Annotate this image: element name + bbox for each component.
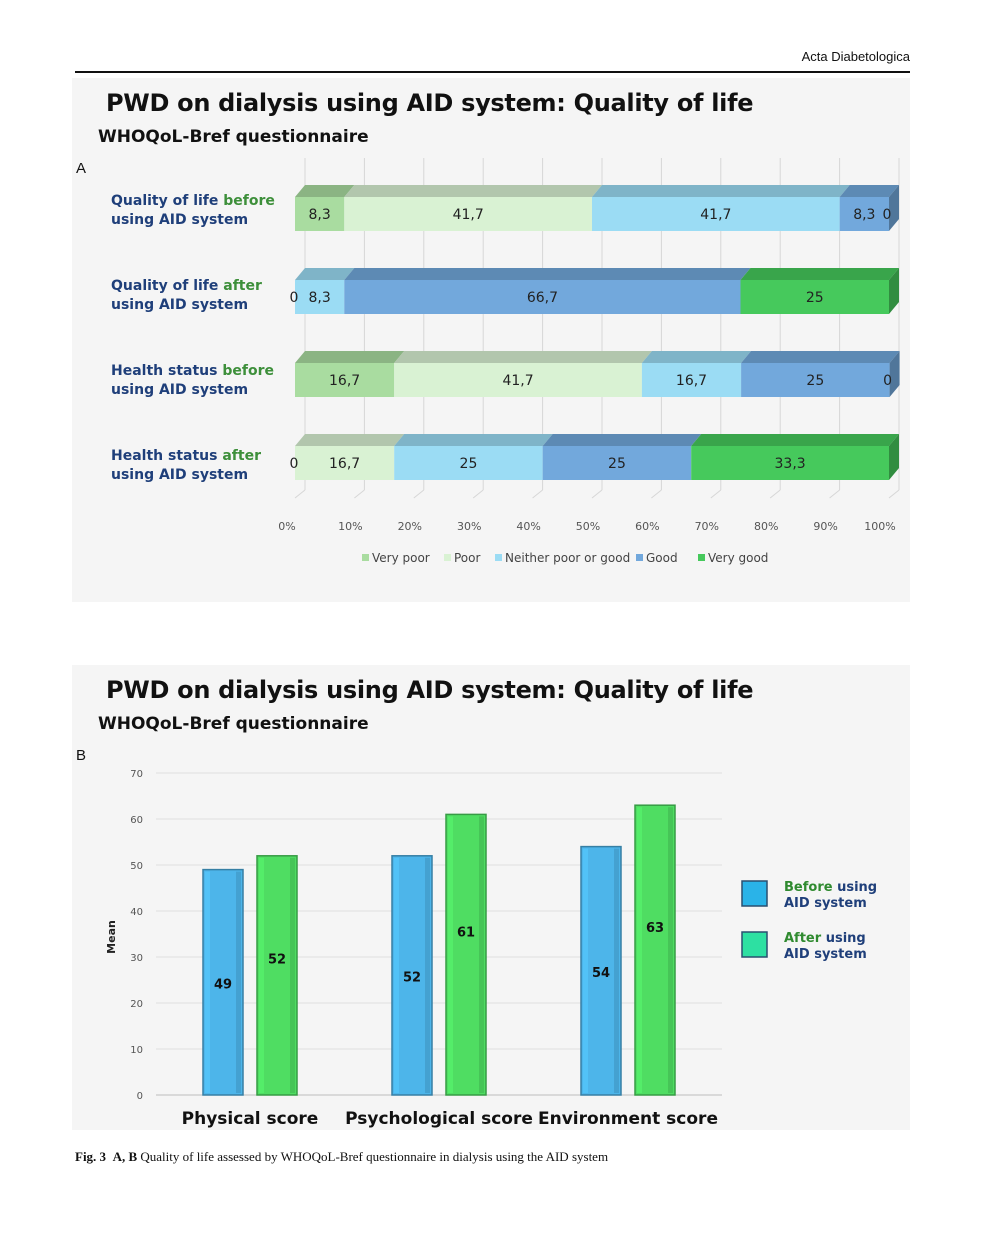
- category-label-line2: using AID system: [111, 212, 249, 228]
- data-label: 25: [459, 456, 478, 472]
- category-label-line2: using AID system: [111, 467, 249, 483]
- legend-label: [784, 931, 866, 946]
- category-label-text: Quality of life: [111, 193, 224, 209]
- y-tick-label: 0: [136, 1091, 143, 1102]
- bar-segment-top: [840, 185, 899, 197]
- category-label-line2: using AID system: [111, 382, 249, 398]
- gridline-tail: [889, 490, 899, 498]
- bar-segment-top: [295, 351, 404, 363]
- bar-highlight: [583, 849, 588, 1093]
- y-tick-label: 30: [130, 953, 143, 964]
- y-tick-label: 10: [130, 1045, 143, 1056]
- legend-swatch: [698, 554, 705, 561]
- caption-panel-letters: A, B: [112, 1149, 138, 1164]
- data-label: 16,7: [329, 373, 361, 389]
- legend-swatch: [742, 881, 767, 906]
- x-tick-label: 90%: [813, 520, 838, 533]
- y-tick-label: 50: [130, 861, 143, 872]
- bar-segment-top: [295, 434, 404, 446]
- x-tick-label: 60%: [635, 520, 660, 533]
- data-label: 41,7: [502, 373, 534, 389]
- category-label: [111, 363, 274, 379]
- category-label-highlight: after: [222, 448, 261, 464]
- data-label: 0: [882, 207, 892, 223]
- bar-highlight: [205, 872, 210, 1093]
- gridline-tail: [651, 490, 661, 498]
- category-label-line2: using AID system: [111, 297, 249, 313]
- bar-segment-top: [691, 434, 899, 446]
- y-axis-label: Mean: [105, 920, 118, 954]
- gridline-tail: [354, 490, 364, 498]
- bar-segment-top: [642, 351, 751, 363]
- chart-a-title: PWD on dialysis using AID system: Quality of life: [106, 89, 754, 117]
- data-label: 16,7: [329, 456, 361, 472]
- category-label-highlight: before: [222, 363, 274, 379]
- gridline-tail: [770, 490, 780, 498]
- legend-label-text: using: [821, 931, 866, 946]
- data-label: 16,7: [675, 373, 708, 389]
- gridline-tail: [592, 490, 602, 498]
- bar-segment-top: [295, 185, 354, 197]
- bar-highlight: [394, 858, 399, 1093]
- panel-a-label: A: [76, 160, 87, 177]
- data-label: 8,3: [308, 290, 331, 306]
- data-label: 25: [805, 290, 824, 306]
- category-label-highlight: after: [223, 278, 262, 294]
- category-label: [111, 448, 261, 464]
- data-label: 8,3: [308, 207, 331, 223]
- x-tick-label: 30%: [456, 520, 482, 533]
- x-category-label: Physical score: [181, 1109, 319, 1129]
- gridline-tail: [830, 490, 840, 498]
- legend-label: Poor: [454, 551, 481, 565]
- legend-label-highlight: After: [784, 931, 822, 946]
- gridline-tail: [473, 490, 483, 498]
- data-label: 25: [608, 456, 626, 472]
- legend-label-line2: AID system: [784, 947, 867, 962]
- data-label: 41,7: [700, 207, 732, 223]
- bar-highlight: [448, 816, 453, 1093]
- data-label: 49: [213, 977, 233, 993]
- figure-caption: [75, 1149, 608, 1165]
- data-label: 52: [402, 970, 422, 986]
- bar-segment-top: [394, 434, 553, 446]
- data-label: 54: [591, 965, 611, 981]
- data-label: 0: [289, 456, 299, 472]
- legend-label: Very poor: [372, 551, 430, 565]
- category-label-text: Quality of life: [111, 278, 224, 294]
- caption-fig-number: Fig. 3: [75, 1149, 107, 1164]
- chart-panel-a: [72, 78, 910, 602]
- caption-text: Quality of life assessed by WHOQoL-Bref questionnaire in dialysis using the AID system: [137, 1149, 609, 1164]
- chart-b-subtitle: WHOQoL-Bref questionnaire: [98, 714, 369, 734]
- data-label: 33,3: [774, 456, 806, 472]
- gridline-tail: [533, 490, 543, 498]
- bar-segment-top: [344, 185, 602, 197]
- chart-a-subtitle: WHOQoL-Bref questionnaire: [98, 127, 369, 147]
- bar-shade: [236, 872, 241, 1093]
- y-tick-label: 70: [130, 769, 143, 780]
- legend-label-highlight: Before: [784, 880, 833, 895]
- category-label: [111, 278, 262, 294]
- y-tick-label: 40: [130, 907, 143, 918]
- gridline-tail: [295, 490, 305, 498]
- category-label: [111, 193, 275, 209]
- x-tick-label: 100%: [864, 520, 896, 533]
- y-tick-label: 20: [130, 999, 143, 1010]
- category-label-text: Health status: [111, 363, 223, 379]
- bar-segment-top: [592, 185, 850, 197]
- legend-swatch: [362, 554, 369, 561]
- bar-shade: [290, 858, 295, 1093]
- data-label: 66,7: [526, 290, 558, 306]
- legend-swatch: [636, 554, 643, 561]
- legend-label-text: using: [832, 880, 878, 895]
- data-label: 25: [806, 373, 825, 389]
- bar-shade: [668, 807, 673, 1093]
- category-label-highlight: before: [223, 193, 275, 209]
- legend-label-line2: AID system: [784, 896, 867, 911]
- data-label: 52: [267, 952, 287, 968]
- y-tick-label: 60: [130, 815, 143, 826]
- x-tick-label: 70%: [694, 520, 720, 533]
- x-tick-label: 10%: [338, 520, 363, 533]
- bar-shade: [479, 816, 484, 1093]
- x-tick-label: 20%: [397, 520, 423, 533]
- chart-b-title: PWD on dialysis using AID system: Quality of life: [106, 676, 754, 704]
- x-category-label: Psychological score: [345, 1109, 533, 1129]
- grouped-bar-chart: [72, 665, 910, 1130]
- legend-swatch: [444, 554, 451, 561]
- journal-name: Acta Diabetologica: [801, 49, 910, 64]
- data-label: 61: [456, 925, 476, 941]
- header-rule: [75, 71, 910, 73]
- x-tick-label: 40%: [516, 520, 541, 533]
- x-tick-label: 50%: [575, 520, 601, 533]
- legend-swatch: [742, 932, 767, 957]
- bar-highlight: [637, 807, 642, 1093]
- x-tick-label: 80%: [753, 520, 779, 533]
- legend-label: Good: [646, 551, 678, 565]
- legend-label: [784, 880, 877, 895]
- data-label: 63: [645, 921, 665, 937]
- legend-label: Very good: [708, 551, 769, 565]
- legend-swatch: [495, 554, 502, 561]
- bar-segment-top: [741, 351, 900, 363]
- bar-segment-top: [394, 351, 652, 363]
- panel-b-label: B: [76, 747, 87, 764]
- data-label: 8,3: [853, 207, 876, 223]
- category-label-text: Health status: [111, 448, 223, 464]
- bar-shade: [614, 849, 619, 1093]
- gridline-tail: [711, 490, 721, 498]
- chart-panel-b: [72, 665, 910, 1130]
- x-category-label: Environment score: [538, 1109, 718, 1129]
- legend-label: Neither poor or good: [505, 551, 631, 565]
- x-tick-label: 0%: [278, 520, 296, 533]
- bar-segment-top: [344, 268, 750, 280]
- data-label: 41,7: [452, 207, 484, 223]
- bar-highlight: [259, 858, 264, 1093]
- data-label: 0: [289, 290, 299, 306]
- data-label: 0: [883, 373, 893, 389]
- bar-segment-top: [741, 268, 900, 280]
- bar-segment-top: [543, 434, 702, 446]
- bar-shade: [425, 858, 430, 1093]
- bar-segment-top: [295, 268, 354, 280]
- gridline-tail: [414, 490, 424, 498]
- stacked-bar-chart: [72, 78, 910, 602]
